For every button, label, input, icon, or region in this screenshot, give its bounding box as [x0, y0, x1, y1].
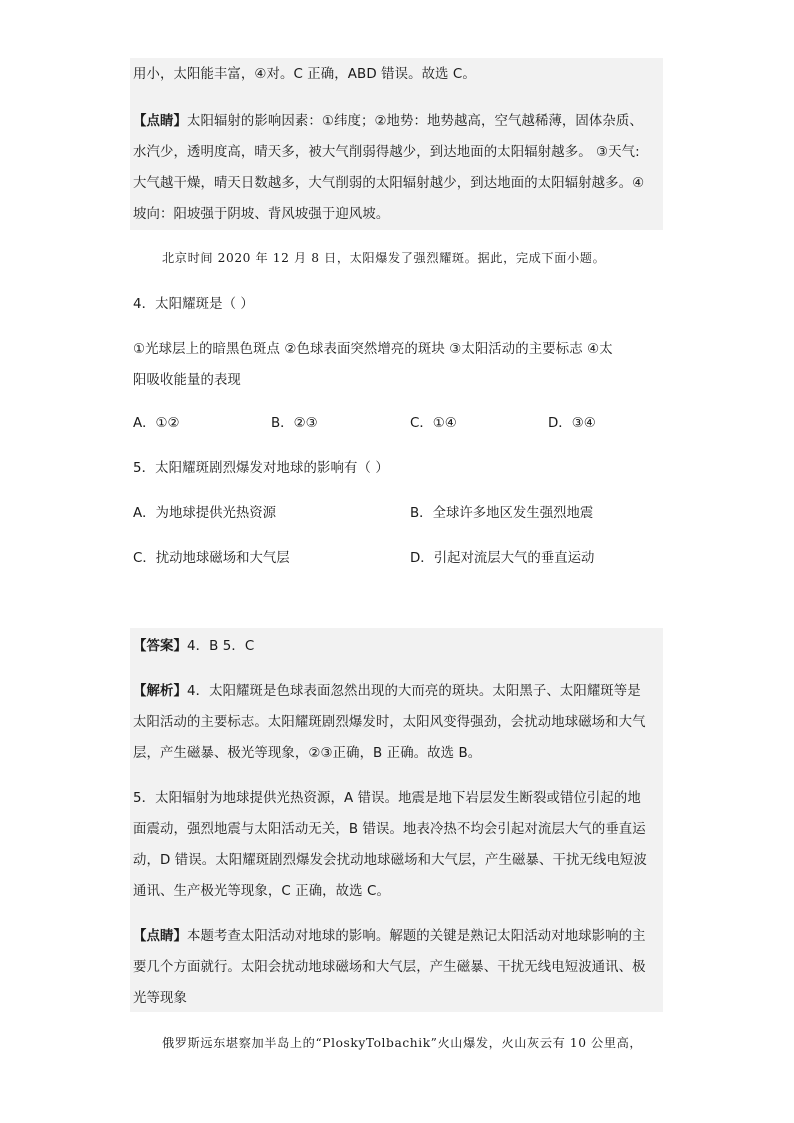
- q5-option-b[interactable]: B．全球许多地区发生强烈地震: [410, 506, 594, 521]
- text-line: 太阳活动的主要标志。太阳耀斑剧烈爆发时，太阳风变得强劲，会扰动地球磁场和大气: [133, 715, 646, 730]
- q5-option-a[interactable]: A．为地球提供光热资源: [133, 506, 277, 521]
- text-line: 面震动，强烈地震与太阳活动无关，B 错误。地表冷热不均会引起对流层大气的垂直运: [133, 822, 646, 837]
- tip-text: 太阳辐射的影响因素：①纬度；②地势：地势越高，空气越稀薄，固体杂质、: [186, 114, 643, 129]
- q4-option-a[interactable]: A．①②: [133, 416, 180, 431]
- tip-text: 本题考查太阳活动对地球的影响。解题的关键是熟记太阳活动对地球影响的主: [186, 929, 646, 944]
- q5-option-d[interactable]: D．引起对流层大气的垂直运动: [410, 551, 595, 566]
- q4-option-b[interactable]: B．②③: [271, 416, 318, 431]
- text-line: 光等现象: [133, 991, 187, 1006]
- tip-first-line: [133, 928, 646, 946]
- q4-option-d[interactable]: D．③④: [548, 416, 596, 431]
- q5-option-c[interactable]: C．扰动地球磁场和大气层: [133, 551, 290, 566]
- text-line: 层，产生磁暴、极光等现象，②③正确，B 正确。故选 B。: [133, 746, 482, 761]
- question-4-statements: ①光球层上的暗黑色斑点 ②色球表面突然增亮的斑块 ③太阳活动的主要标志 ④太: [133, 342, 613, 357]
- question-4-statements: 阳吸收能量的表现: [133, 373, 241, 388]
- answer-line: [133, 638, 254, 656]
- text-line: 用小，太阳能丰富，④对。C 正确，ABD 错误。故选 C。: [133, 67, 476, 82]
- tip-first-line: [133, 113, 643, 131]
- answer-tag: 【答案】: [133, 639, 187, 654]
- q4-option-c[interactable]: C．①④: [410, 416, 457, 431]
- text-line: 水汽少，透明度高，晴天多，被大气削弱得越少，到达地面的太阳辐射越多。 ③天气:: [133, 145, 640, 160]
- text-line: 大气越干燥，晴天日数越多，大气削弱的太阳辐射越少，到达地面的太阳辐射越多。④: [133, 176, 645, 191]
- text-line: 动，D 错误。太阳耀斑剧烈爆发会扰动地球磁场和大气层，产生磁暴、干扰无线电短波: [133, 853, 647, 868]
- analysis-tag: 【解析】: [133, 684, 187, 699]
- text-line: 5．太阳辐射为地球提供光热资源，A 错误。地震是地下岩层发生断裂或错位引起的地: [133, 791, 641, 806]
- question-intro: 北京时间 2020 年 12 月 8 日，太阳爆发了强烈耀斑。据此，完成下面小题。: [162, 251, 606, 265]
- text-line: 通讯、生产极光等现象，C 正确，故选 C。: [133, 884, 390, 899]
- question-5-stem: 5．太阳耀斑剧烈爆发对地球的影响有（ ）: [133, 461, 389, 476]
- tip-tag: 【点睛】: [133, 929, 187, 944]
- next-question-intro: 俄罗斯远东堪察加半岛上的“PloskyTolbachik”火山爆发，火山灰云有 10 公里高，: [162, 1036, 643, 1050]
- text-line: 要几个方面就行。太阳会扰动地球磁场和大气层，产生磁暴、干扰无线电短波通讯、极: [133, 960, 646, 975]
- analysis-first-line: [133, 683, 641, 701]
- analysis-text: 4．太阳耀斑是色球表面忽然出现的大而亮的斑块。太阳黑子、太阳耀斑等是: [186, 684, 641, 699]
- answer-text: 4．B 5．C: [186, 639, 255, 654]
- tip-tag: 【点睛】: [133, 114, 187, 129]
- text-line: 坡向：阳坡强于阴坡、背风坡强于迎风坡。: [133, 207, 390, 222]
- question-4-stem: 4．太阳耀斑是（ ）: [133, 297, 254, 312]
